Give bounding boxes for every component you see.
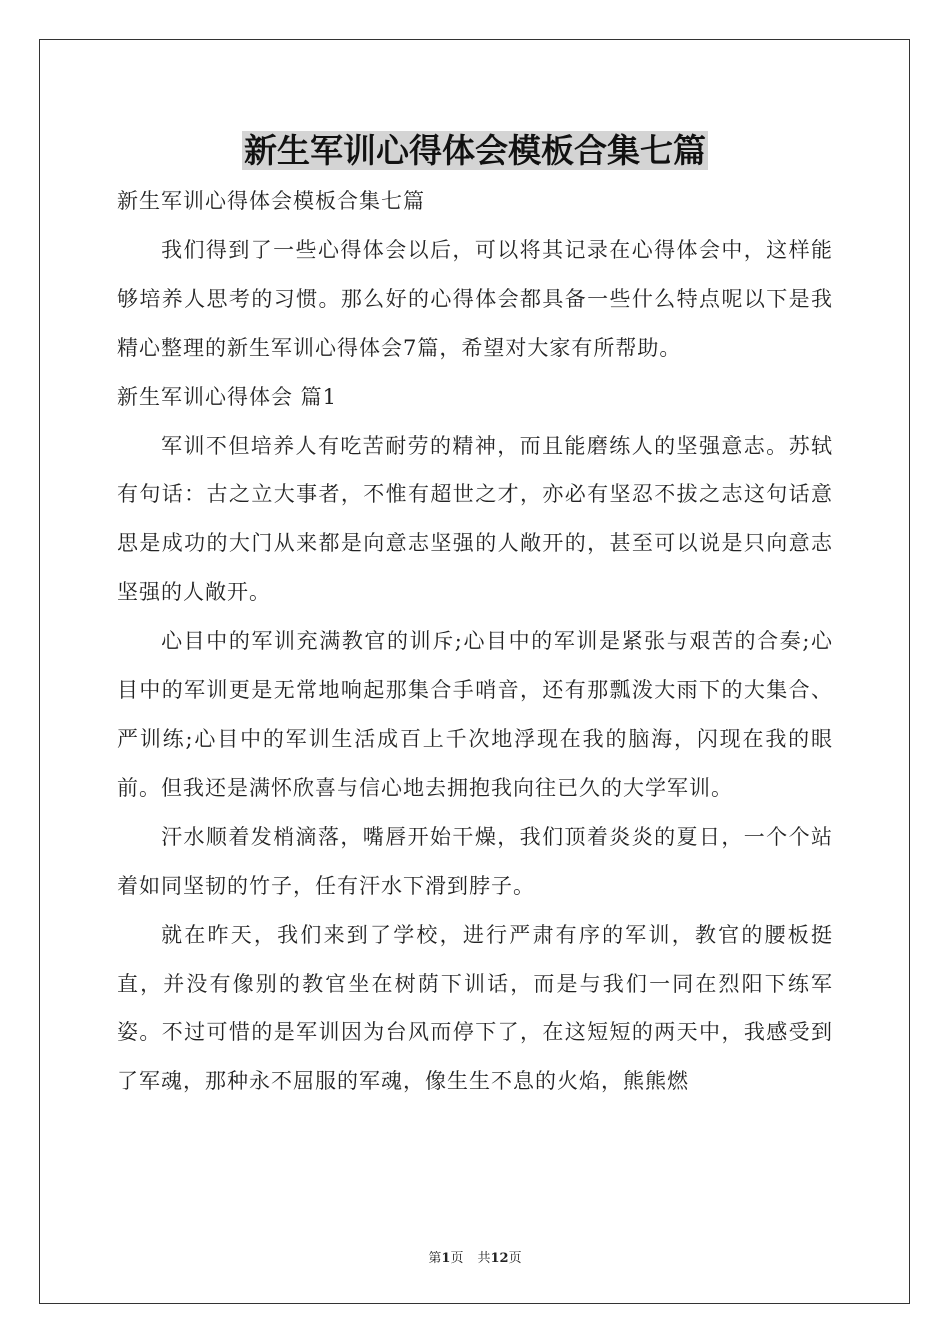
page-footer bbox=[0, 1247, 950, 1266]
document-body bbox=[117, 177, 833, 1106]
total-prefix: 共 bbox=[477, 1251, 491, 1266]
page-number: 1 bbox=[441, 1251, 451, 1266]
title-text: 新生军训心得体会模板合集七篇 bbox=[244, 131, 706, 170]
intro-paragraph: 我们得到了一些心得体会以后，可以将其记录在心得体会中，这样能够培养人思考的习惯。那么好的心得体会都具备一些什么特点呢以下是我精心整理的新生军训心得体会7篇，希望对大家有所帮助。 bbox=[117, 237, 833, 360]
document-subtitle: 新生军训心得体会模板合集七篇 bbox=[117, 189, 425, 213]
total-pages: 12 bbox=[490, 1251, 509, 1266]
body-paragraph: 汗水顺着发梢滴落，嘴唇开始干燥，我们顶着炎炎的夏日，一个个站着如同坚韧的竹子，任有汗水下滑到脖子。 bbox=[117, 824, 833, 898]
total-suffix: 页 bbox=[508, 1251, 522, 1266]
body-paragraph: 心目中的军训充满教官的训斥;心目中的军训是紧张与艰苦的合奏;心目中的军训更是无常地响起那集合手哨音，还有那瓢泼大雨下的大集合、严训练;心目中的军训生活成百上千次地浮现在我的脑海，闪现在我的眼前。但我还是满怀欣喜与信心地去拥抱我向往已久的大学军训。 bbox=[117, 629, 833, 800]
page-prefix: 第 bbox=[428, 1251, 442, 1266]
body-paragraph: 就在昨天，我们来到了学校，进行严肃有序的军训，教官的腰板挺直，并没有像别的教官坐在树荫下训话，而是与我们一同在烈阳下练军姿。不过可惜的是军训因为台风而停下了，在这短短的两天中，我感受到了军魂，那种永不屈服的军魂，像生生不息的火焰，熊熊燃 bbox=[117, 922, 833, 1094]
body-paragraph: 军训不但培养人有吃苦耐劳的精神，而且能磨练人的坚强意志。苏轼有句话：古之立大事者，不惟有超世之才，亦必有坚忍不拔之志这句话意思是成功的大门从来都是向意志坚强的人敞开的，甚至可以说是只向意志坚强的人敞开。 bbox=[117, 433, 833, 605]
section-heading: 新生军训心得体会 篇1 bbox=[117, 384, 338, 409]
page-suffix: 页 bbox=[450, 1251, 464, 1266]
document-title bbox=[0, 122, 950, 180]
